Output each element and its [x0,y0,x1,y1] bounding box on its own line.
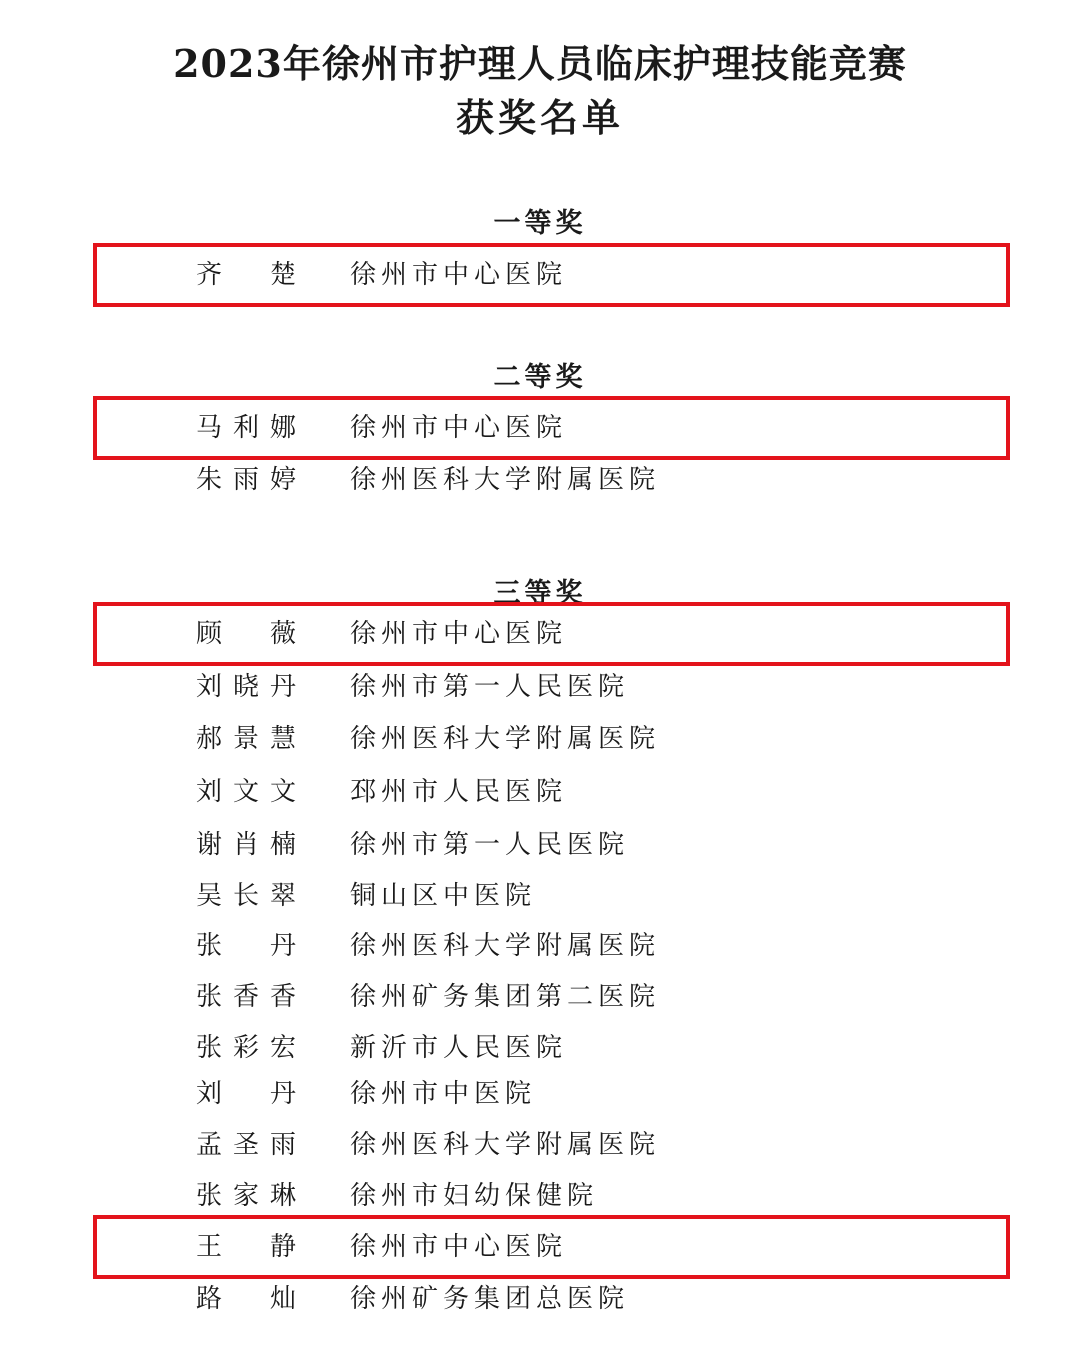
winner-row [0,926,1080,966]
winner-organization: 铜山区中医院 [350,881,537,911]
winner-row [0,460,1080,500]
winner-organization: 徐州市中心医院 [350,619,568,649]
winner-organization: 徐州矿务集团第二医院 [350,982,661,1012]
winner-row [0,772,1080,812]
highlight-box [93,243,1010,307]
document-title: 2023年徐州市护理人员临床护理技能竞赛 [173,41,907,86]
winner-name: 张 丹 [196,931,296,961]
winner-name: 朱 雨 婷 [196,465,296,495]
winner-row [0,825,1080,865]
winner-row [0,1176,1080,1216]
award-heading: 三等奖 [493,578,587,609]
highlight-box [93,1215,1010,1279]
winner-name: 孟 圣 雨 [196,1130,296,1160]
winner-row [0,876,1080,916]
winner-name: 马 利 娜 [196,413,296,443]
winner-organization: 新沂市人民医院 [350,1033,568,1063]
winner-organization: 徐州医科大学附属医院 [350,724,661,754]
winner-row [0,1125,1080,1165]
winner-organization: 徐州市中心医院 [350,1232,568,1262]
award-heading: 一等奖 [493,208,587,239]
winner-row [0,1074,1080,1114]
winner-organization: 徐州医科大学附属医院 [350,931,661,961]
winner-name: 张 家 琳 [196,1181,296,1211]
winner-name: 刘 文 文 [196,777,296,807]
winner-name: 吴 长 翠 [196,881,296,911]
winner-organization: 邳州市人民医院 [350,777,568,807]
winner-name: 张 香 香 [196,982,296,1012]
winner-name: 郝 景 慧 [196,724,296,754]
winner-name: 顾 薇 [196,619,296,649]
winner-row [0,977,1080,1017]
award-heading: 二等奖 [493,362,587,393]
winner-name: 王 静 [196,1232,296,1262]
document-subtitle: 获奖名单 [455,95,624,140]
winner-row [0,1028,1080,1068]
winner-organization: 徐州市中心医院 [350,260,568,290]
winner-organization: 徐州矿务集团总医院 [350,1284,630,1314]
highlight-box [93,602,1010,666]
winner-name: 刘 晓 丹 [196,672,296,702]
winner-row [0,1279,1080,1319]
winner-name: 路 灿 [196,1284,296,1314]
winner-row [0,719,1080,759]
highlight-box [93,396,1010,460]
winner-name: 张 彩 宏 [196,1033,296,1063]
winner-organization: 徐州市中医院 [350,1079,537,1109]
winner-organization: 徐州市第一人民医院 [350,830,630,860]
winner-name: 刘 丹 [196,1079,296,1109]
winner-organization: 徐州市中心医院 [350,413,568,443]
winner-row [0,667,1080,707]
winner-name: 谢 肖 楠 [196,830,296,860]
winner-organization: 徐州医科大学附属医院 [350,465,661,495]
winner-organization: 徐州市妇幼保健院 [350,1181,599,1211]
winner-name: 齐 楚 [196,260,296,290]
winner-organization: 徐州医科大学附属医院 [350,1130,661,1160]
winner-organization: 徐州市第一人民医院 [350,672,630,702]
